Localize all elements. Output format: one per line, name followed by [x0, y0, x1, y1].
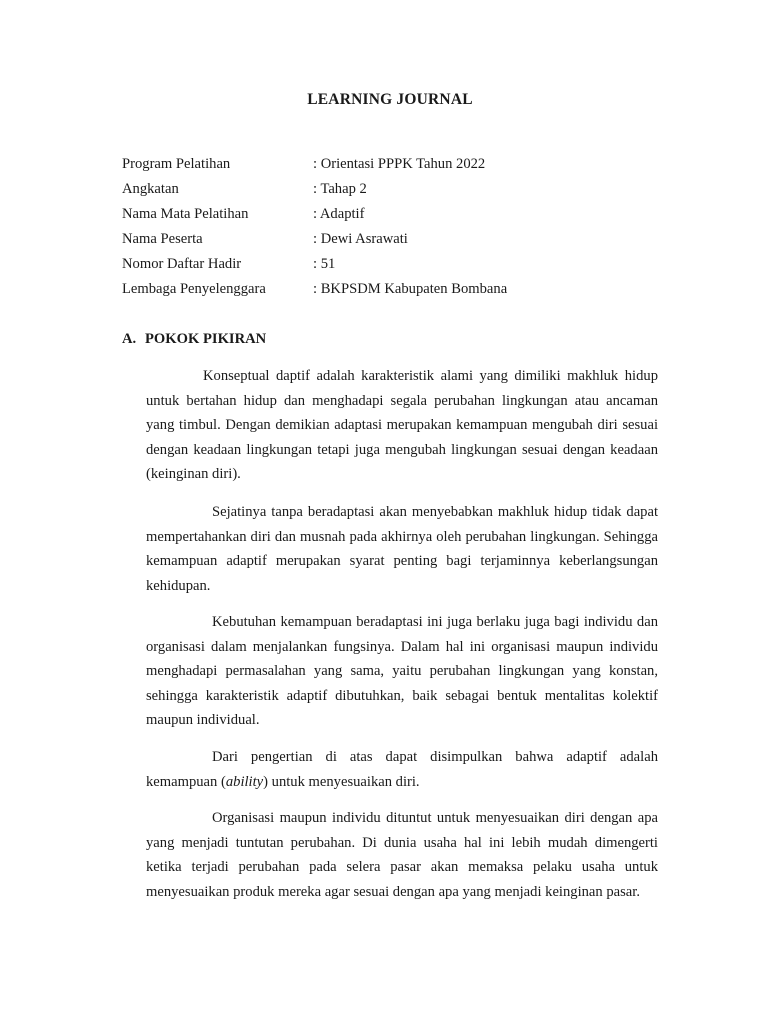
body-paragraph: [146, 745, 658, 794]
info-value: : Orientasi PPPK Tahun 2022: [313, 156, 486, 172]
info-value: : BKPSDM Kabupaten Bombana: [313, 281, 508, 297]
paragraph-block: [146, 745, 658, 794]
paragraph-block: [146, 364, 658, 487]
info-row-program: [122, 152, 507, 177]
document-title: LEARNING JOURNAL: [307, 91, 473, 108]
section-title: POKOK PIKIRAN: [145, 331, 267, 347]
info-label: Nomor Daftar Hadir: [122, 256, 242, 272]
body-paragraph: Sejatinya tanpa beradaptasi akan menyebabkan makhluk hidup tidak dapat mempertahankan diri dan musnah pada akhirnya oleh perubahan lingkungan. Sehingga kemampuan adaptif merupakan syarat penting bagi terjaminnya keberlangsungan kehidupan.: [146, 504, 658, 594]
info-row-mata-pelatihan: [122, 202, 507, 227]
info-label: Nama Mata Pelatihan: [122, 206, 249, 222]
italic-term: ability: [225, 773, 264, 790]
info-value: : Adaptif: [313, 206, 365, 222]
info-row-peserta: [122, 227, 507, 252]
info-label: Program Pelatihan: [122, 156, 231, 172]
paragraph-block: [146, 806, 658, 904]
body-paragraph: Organisasi maupun individu dituntut untuk menyesuaikan diri dengan apa yang menjadi tuntutan perubahan. Di dunia usaha hal ini lebih mudah dimengerti ketika terjadi perubahan pada selera pasar akan memaksa pelaku usaha untuk menyesuaikan produk mereka agar sesuai dengan apa yang menjadi keinginan pasar.: [146, 810, 658, 900]
info-label: Lembaga Penyelenggara: [122, 281, 266, 297]
info-row-daftar-hadir: [122, 252, 507, 277]
paragraph-block: [146, 610, 658, 733]
info-row-angkatan: [122, 177, 507, 202]
section-heading: [122, 331, 266, 348]
info-value: : Tahap 2: [313, 181, 367, 197]
section-letter: A.: [122, 331, 137, 347]
body-paragraph: Kebutuhan kemampuan beradaptasi ini juga berlaku juga bagi individu dan organisasi dalam menjalankan fungsinya. Dalam hal ini organisasi maupun individu menghadapi permasalahan yang sama, yaitu perubahan lingkungan yang konstan, sehingga karakteristik adaptif dibutuhkan, baik sebagai bentuk mentalitas kolektif maupun individual.: [146, 614, 658, 729]
paragraph-text: ) untuk menyesuaikan diri.: [263, 773, 420, 790]
info-label: Nama Peserta: [122, 231, 203, 247]
paragraph-text: Dari pengertian di atas dapat disimpulkan bahwa adaptif adalah kemampuan (: [146, 749, 658, 790]
info-table: [122, 152, 507, 302]
body-paragraph: Konseptual daptif adalah karakteristik alami yang dimiliki makhluk hidup untuk bertahan hidup dan menghadapi segala perubahan lingkungan atau ancaman yang timbul. Dengan demikian adaptasi merupakan kemampuan mengubah diri sesuai dengan keadaan lingkungan tetapi juga mengubah lingkungan sesuai dengan keadaan (keinginan diri).: [146, 368, 658, 483]
info-value: : Dewi Asrawati: [313, 231, 408, 247]
info-value: : 51: [313, 256, 336, 272]
paragraph-block: [146, 500, 658, 598]
info-label: Angkatan: [122, 181, 179, 197]
info-row-lembaga: [122, 277, 507, 302]
